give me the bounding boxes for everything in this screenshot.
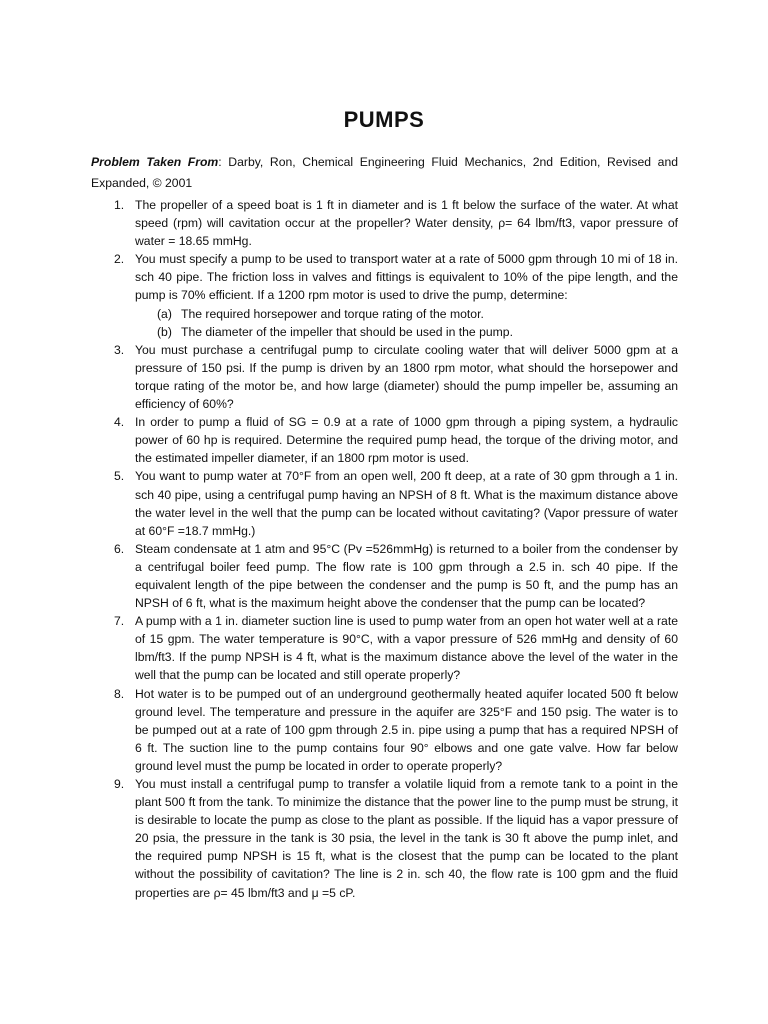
problem-number: 5.	[114, 469, 125, 484]
problem-text: You must install a centrifugal pump to transfer a volatile liquid from a remote tank to a point in the plant 500 ft from the tank. To minimize the distance that the power line to the pump must be strung, it is desirable to locate the pump as close to the plant as possible. If the liquid has a vapor pressure of 20 psia, the pressure in the tank is 30 psia, the level in the tank is 30 ft above the pump inlet, and the required pump NPSH is 15 ft, what is the closest that the pump can be located to the plant without the possibility of cavitation? The line is 2 in. sch 40, the flow rate is 100 gpm and the fluid properties are ρ= 45 lbm/ft3 and μ =5 cP.	[135, 777, 678, 900]
problem-number: 4.	[114, 415, 125, 430]
problem-text: The propeller of a speed boat is 1 ft in diameter and is 1 ft below the surface of the water. At what speed (rpm) will cavitation occur at the propeller? Water density, ρ= 64 lbm/ft3, vapor pressure of water = 18.65 mmHg.	[135, 198, 678, 249]
problem-text: Hot water is to be pumped out of an underground geothermally heated aquifer located 500 ft below ground level. The temperature and pressure in the aquifer are 325°F and 150 psig. The water is to be pumped out at a rate of 100 gpm through 2.5 in. pipe using a pump that has a required NPSH of 6 ft. The suction line to the pump contains four 90° elbows and one gate valve. How far below ground level must the pump be located in order to operate properly?	[135, 686, 678, 773]
sub-question-text: The diameter of the impeller that should be used in the pump.	[181, 324, 513, 339]
problem-text: You want to pump water at 70°F from an open well, 200 ft deep, at a rate of 30 gpm through a 1 in. sch 40 pipe, using a centrifugal pump having an NPSH of 8 ft. What is the maximum distance above the water level in the well that the pump can be located without cavitating? (Vapor pressure of water at 60°F =18.7 mmHg.)	[135, 469, 678, 538]
problem-item	[91, 685, 678, 775]
problem-text: A pump with a 1 in. diameter suction line is used to pump water from an open hot water well at a rate of 15 gpm. The water temperature is 90°C, with a vapor pressure of 526 mmHg and density of 60 lbm/ft3. If the pump NPSH is 4 ft, what is the maximum distance above the level of the water in the well that the pump can be located and still operate properly?	[135, 614, 678, 683]
page-title: PUMPS	[343, 106, 425, 132]
problem-item	[91, 775, 678, 902]
problem-list	[91, 196, 678, 902]
citation-text: : Darby, Ron, Chemical Engineering Fluid Mechanics, 2nd Edition, Revised and Expanded, © 2001	[91, 155, 679, 191]
problem-number: 2.	[114, 252, 125, 267]
problem-item	[91, 341, 678, 413]
sub-question-text: The required horsepower and torque rating of the motor.	[181, 306, 484, 321]
problem-item	[91, 250, 678, 340]
sub-question-list	[135, 305, 678, 341]
problem-number: 6.	[114, 541, 125, 556]
problem-text: You must purchase a centrifugal pump to circulate cooling water that will deliver 5000 gpm at a pressure of 150 psi. If the pump is driven by an 1800 rpm motor, what should the horsepower and torque rating of the motor be, and how large (diameter) should the pump impeller be, assuming an efficiency of 60%?	[135, 342, 678, 412]
problem-item	[91, 612, 678, 684]
problem-item	[91, 196, 678, 250]
problem-number: 1.	[114, 198, 125, 212]
problem-text: Steam condensate at 1 atm and 95°C (Pv =526mmHg) is returned to a boiler from the condenser by a centrifugal boiler feed pump. The flow rate is 100 gpm through a 2.5 in. sch 40 pipe. If the equivalent length of the pipe between the condenser and the pump is 50 ft, and the pump has an NPSH of 6 ft, what is the maximum height above the condenser that the pump can be located?	[135, 541, 678, 611]
citation-lead: Problem Taken From	[91, 155, 219, 170]
problem-text: You must specify a pump to be used to transport water at a rate of 5000 gpm through 10 mi of 18 in. sch 40 pipe. The friction loss in valves and fittings is equivalent to 10% of the pipe length, and the pump is 70% efficient. If a 1200 rpm motor is used to drive the pump, determine:	[135, 252, 678, 303]
sub-question-label: (b)	[157, 324, 172, 339]
sub-question	[135, 323, 678, 341]
problem-item	[91, 467, 678, 539]
problem-number: 3.	[114, 342, 125, 357]
problem-text: In order to pump a fluid of SG = 0.9 at a rate of 1000 gpm through a piping system, a hydraulic power of 60 hp is required. Determine the required pump head, the torque of the driving motor, and the estimated impeller diameter, if an 1800 rpm motor is used.	[135, 415, 678, 466]
problem-number: 9.	[114, 777, 125, 791]
problem-item	[91, 413, 678, 467]
problem-item	[91, 540, 678, 612]
problem-number: 8.	[114, 686, 125, 701]
sub-question-label: (a)	[157, 306, 172, 321]
sub-question	[135, 305, 678, 323]
source-citation	[91, 152, 678, 194]
problem-number: 7.	[114, 614, 125, 629]
